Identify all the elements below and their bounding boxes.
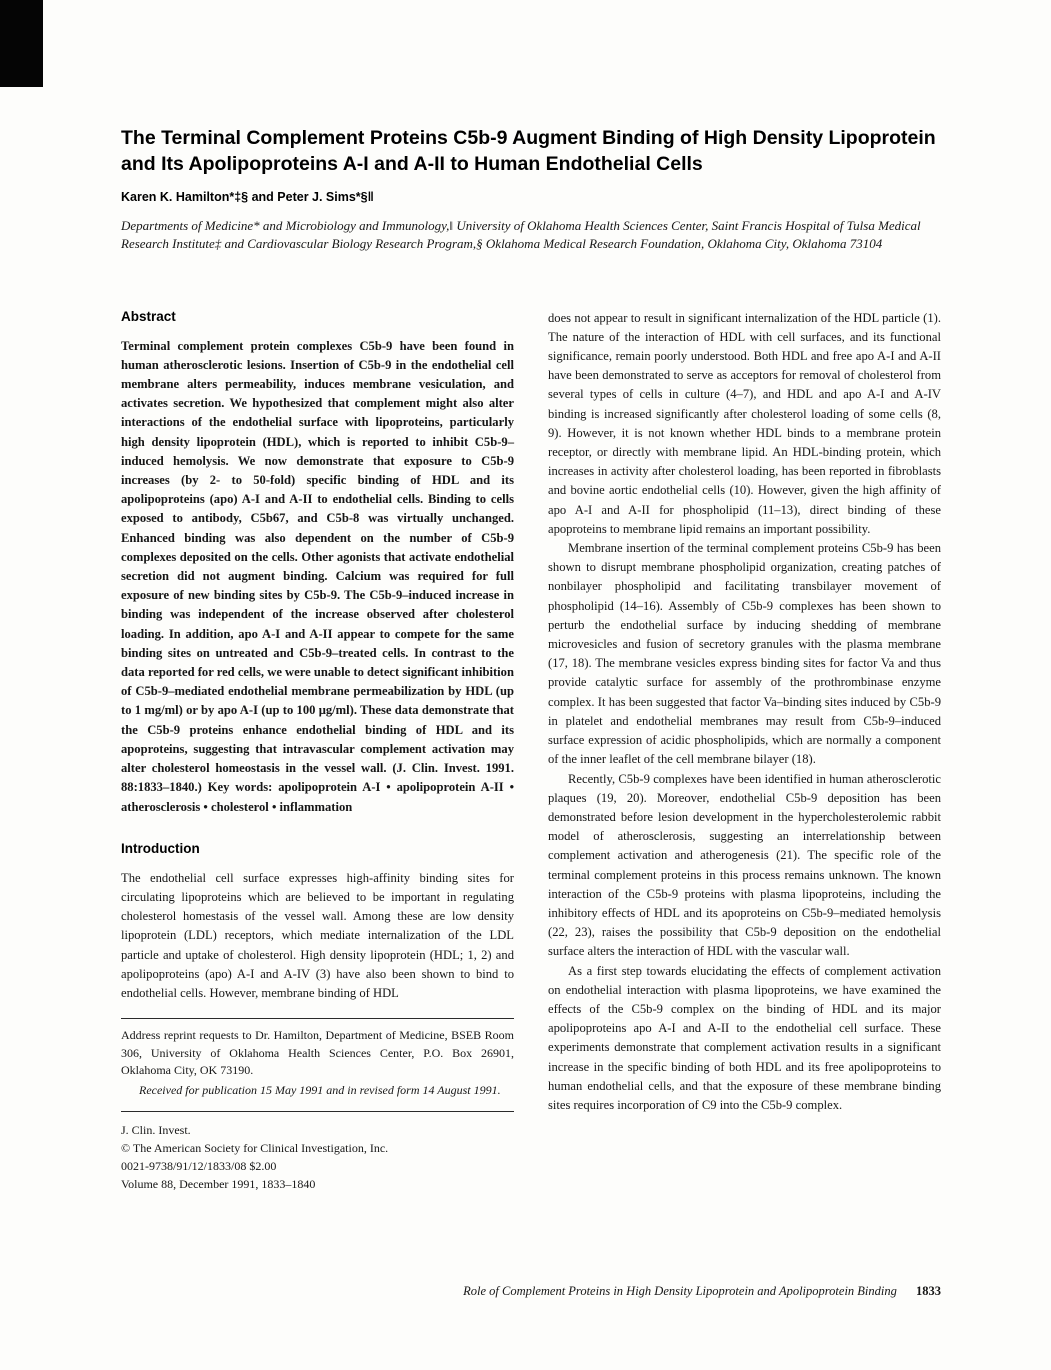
page-number: 1833 bbox=[916, 1284, 941, 1298]
footnote-divider bbox=[121, 1018, 514, 1019]
journal-name-line: J. Clin. Invest. bbox=[121, 1123, 191, 1138]
abstract-heading: Abstract bbox=[121, 308, 176, 324]
received-footnote: Received for publication 15 May 1991 and in revised form 14 August 1991. bbox=[139, 1082, 501, 1097]
right-column bbox=[548, 309, 941, 1194]
right-paragraph-2: Membrane insertion of the terminal complement proteins C5b-9 has been shown to disrupt membrane phospholipid organization, creating patches of nonbilayer phospholipid and facilitating transbilayer movement of phospholipid (14–16). Assembly of C5b-9 complexes has been shown to perturb the endothelial surface by inducing shedding of membrane microvesicles and fusion of secretory granules with the plasma membrane (17, 18). The membrane vesicles express binding sites for factor Va and thus provide catalytic surface for assembly of the prothrombinase enzyme complex. It has been suggested that factor Va–binding sites induced by C5b-9 in platelet and endothelial membranes may result from C5b-9–induced surface expression of acidic phospholipids, which are normally a component of the inner leaflet of the cell membrane bilayer (18). bbox=[548, 541, 941, 767]
introduction-heading: Introduction bbox=[121, 840, 200, 856]
journal-divider bbox=[121, 1111, 514, 1112]
affiliation-line: Departments of Medicine* and Microbiology and Immunology,‖ University of Oklahoma Health Sciences Center, Saint Francis Hospital of Tulsa Medical Research Institute‡ and Cardiovascular Biology Research Program,§ Oklahoma Medical Research Foundation, Oklahoma City, Oklahoma 73104 bbox=[121, 217, 921, 251]
left-column bbox=[121, 309, 514, 1194]
running-title: Role of Complement Proteins in High Density Lipoprotein and Apolipoprotein Binding bbox=[463, 1284, 897, 1298]
right-paragraph-4: As a first step towards elucidating the effects of complement activation on endothelial interaction with plasma lipoproteins, we have examined the effects of the C5b-9 complex on the binding of HDL and its major apolipoproteins apo A-I and A-II to the endothelial cell surface. These experiments demonstrate that complement activation results in a significant increase in the specific binding of both HDL and its free apolipoproteins to human endothelial cells, and that the exposure of these membrane binding sites requires incorporation of C9 into the C5b-9 complex. bbox=[548, 963, 941, 1112]
paper-title: The Terminal Complement Proteins C5b-9 Augment Binding of High Density Lipoprotein and Its Apolipoproteins A-I and A-II to Human Endothelial Cells bbox=[121, 127, 936, 176]
page-footer bbox=[463, 1284, 941, 1299]
authors-line: Karen K. Hamilton*‡§ and Peter J. Sims*§‖ bbox=[121, 190, 374, 205]
abstract-text: Terminal complement protein complexes C5b-9 have been found in human atherosclerotic lesions. Insertion of C5b-9 in the endothelial cell membrane alters permeability, induces membrane vesiculation, and activates secretion. We hypothesized that complement might also alter interactions of the endothelial surface with lipoproteins, particularly high density lipoprotein (HDL), which is reported to inhibit C5b-9–induced hemolysis. We now demonstrate that exposure to C5b-9 increases (by 2- to 50-fold) specific binding of HDL and its apolipoproteins (apo) A-I and A-II to endothelial cells. Binding to cells exposed to antibody, C5b67, and C5b-8 was virtually unchanged. Enhanced binding was also dependent on the number of C5b-9 complexes deposited on the cells. Other agonists that activate endothelial secretion did not augment binding. Calcium was required for full exposure of new binding sites by C5b-9. The C5b-9–induced increase in binding was independent of the increase observed after cholesterol loading. In addition, apo A-I and A-II appear to compete for the same binding sites on untreated and C5b-9–treated cells. In contrast to the data reported for red cells, we were unable to detect significant inhibition of C5b-9–mediated endothelial membrane permeabilization by HDL (up to 1 mg/ml) or by apo A-I (up to 100 μg/ml). These data demonstrate that the C5b-9 proteins enhance endothelial binding of HDL and its apoproteins, suggesting that intravascular complement activation may alter cholesterol homeostasis in the vessel wall. (J. Clin. Invest. 1991. 88:1833–1840.) Key words: apolipoprotein A-I • apolipoprotein A-II • atherosclerosis • cholesterol • inflammation bbox=[121, 338, 514, 814]
reprint-footnote: Address reprint requests to Dr. Hamilton, Department of Medicine, BSEB Room 306, University of Oklahoma Health Sciences Center, P.O. Box 26901, Oklahoma City, OK 73190. bbox=[121, 1028, 514, 1078]
issn-price-line: 0021-9738/91/12/1833/08 $2.00 bbox=[121, 1159, 277, 1174]
right-paragraph-1: does not appear to result in significant internalization of the HDL particle (1). The nature of the interaction of HDL with cell surfaces, and its functional significance, remain poorly understood. Both HDL and free apo A-I and A-II have been demonstrated to serve as acceptors for removal of cholesterol from several types of cells in culture (4–7), and HDL and apo A-I and A-IV binding is increased significantly after cholesterol loading of some cells (8, 9). However, it is not known whether HDL binds to a membrane protein receptor, or directly with membrane lipid. An HDL-binding protein, which increases in activity after cholesterol loading, has been reported in fibroblasts and bovine aortic endothelial cells (10). However, given the high affinity of apo A-I and A-II for phospholipid (11–13), direct binding of these apoproteins to membrane lipid remains an important possibility. bbox=[548, 310, 941, 536]
copyright-line: © The American Society for Clinical Investigation, Inc. bbox=[121, 1141, 389, 1156]
paper-header bbox=[121, 125, 941, 253]
two-column-body bbox=[121, 309, 941, 1194]
volume-line: Volume 88, December 1991, 1833–1840 bbox=[121, 1177, 316, 1192]
introduction-paragraph: The endothelial cell surface expresses high-affinity binding sites for circulating lipoproteins which are believed to be important in regulating cholesterol homestasis of the vessel wall. Among these are low density lipoprotein (LDL) receptors, which mediate internalization of the LDL particle and uptake of cholesterol. High density lipoprotein (HDL; 1, 2) and apolipoproteins (apo) A-I and A-IV (3) have also been shown to bind to endothelial cells. However, membrane binding of HDL bbox=[121, 870, 514, 1000]
right-paragraph-3: Recently, C5b-9 complexes have been identified in human atherosclerotic plaques (19, 20). Moreover, endothelial C5b-9 deposition has been demonstrated before lesion development in the hypercholesterolemic rabbit model of atherosclerosis, suggesting an interrelationship between complement activation and atherogenesis (21). The specific role of the terminal complement proteins in this process remains unknown. The known interaction of the C5b-9 proteins with plasma lipoproteins, including the inhibitory effects of HDL and its apoproteins on C5b-9–mediated hemolysis (22, 23), raises the possibility that C5b-9 deposition on the endothelial surface alters the interaction of HDL with the vascular wall. bbox=[548, 771, 941, 959]
